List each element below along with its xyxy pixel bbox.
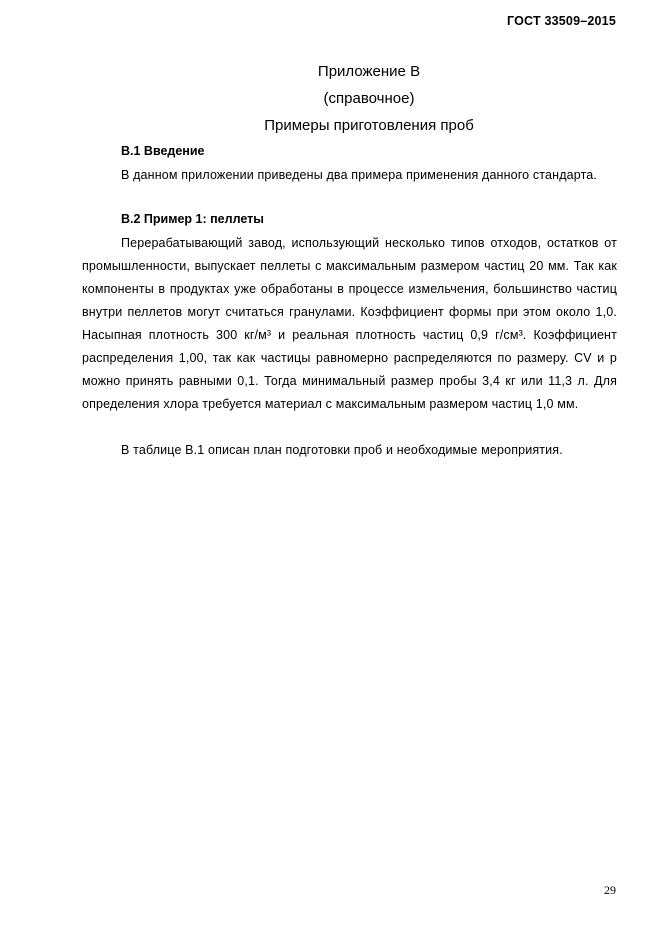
- section-title-introduction: В.1 Введение: [121, 144, 205, 158]
- table-reference-paragraph: В таблице В.1 описан план подготовки проб и необходимые мероприятия.: [121, 443, 563, 457]
- appendix-title: Примеры приготовления проб: [264, 117, 474, 134]
- appendix-type: (справочное): [323, 90, 415, 107]
- appendix-label: Приложение В: [317, 63, 421, 80]
- page-number: 29: [604, 883, 616, 897]
- section-title-example-pellets: В.2 Пример 1: пеллеты: [121, 212, 264, 226]
- pellets-paragraph: Перерабатывающий завод, использующий несколько типов отходов, остатков от промышленности, выпускает пеллеты с максимальным размером частиц 20 мм. Так как компоненты в продуктах уже обработаны в процессе измельчения, большинство частиц внутри пеллетов могут считаться гранулами. Коэффициент формы при этом около 1,0. Насыпная плотность 300 кг/м³ и реальная плотность частиц 0,9 г/см³. Коэффициент распределения 1,00, так как частицы равномерно распределяются по размеру. CV и p можно принять равными 0,1. Тогда минимальный размер пробы 3,4 кг или 11,3 л. Для определения хлора требуется материал с максимальным размером частиц 1,0 мм.: [82, 236, 617, 411]
- standard-code: ГОСТ 33509–2015: [507, 14, 616, 28]
- introduction-paragraph: В данном приложении приведены два примера применения данного стандарта.: [121, 168, 598, 182]
